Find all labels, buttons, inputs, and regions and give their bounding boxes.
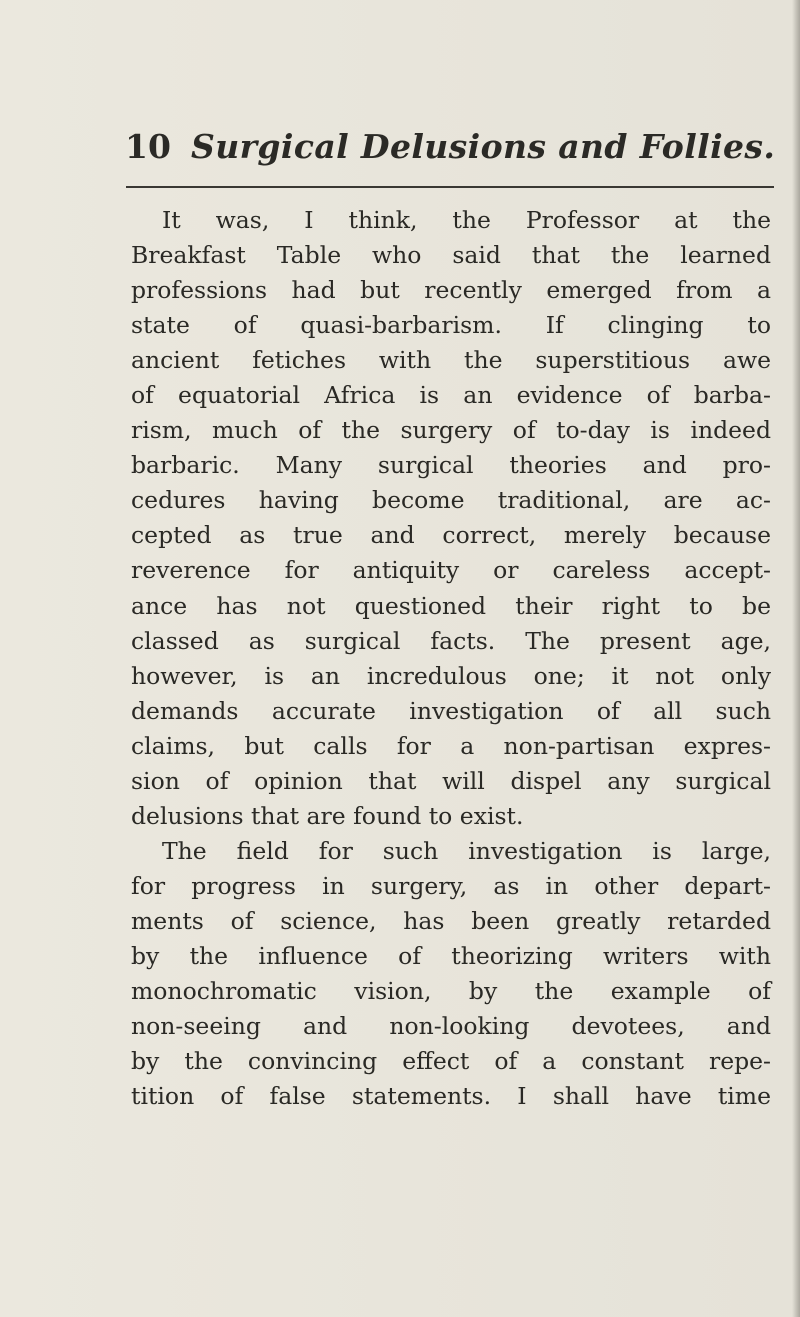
text-line: non-seeing and non-looking devotees, and <box>131 1012 771 1041</box>
text-line: cepted as true and correct, merely because <box>131 521 771 550</box>
header-rule <box>126 186 774 188</box>
text-line: monochromatic vision, by the example of <box>131 977 771 1006</box>
text-line: ance has not questioned their right to be <box>131 591 771 620</box>
text-line: by the convincing effect of a constant repe- <box>131 1047 771 1076</box>
text-line: professions had but recently emerged from a <box>131 276 771 305</box>
text-line: for progress in surgery, as in other depart- <box>131 871 771 900</box>
text-line: reverence for antiquity or careless accept- <box>131 556 771 585</box>
text-line: ancient fetiches with the superstitious awe <box>131 346 771 375</box>
text-line: delusions that are found to exist. <box>131 801 524 830</box>
text-line: state of quasi-barbarism. If clinging to <box>131 311 771 340</box>
text-line: tition of false statements. I shall have time <box>131 1082 771 1111</box>
text-line: sion of opinion that will dispel any surgical <box>131 766 771 795</box>
text-line: however, is an incredulous one; it not only <box>131 661 771 690</box>
body-text <box>131 203 771 1114</box>
text-line: cedures having become traditional, are ac- <box>131 486 771 515</box>
text-line: claims, but calls for a non-partisan expres- <box>131 731 771 760</box>
page-header <box>125 127 776 177</box>
page-edge-shadow <box>792 0 800 1317</box>
page-number: 10 <box>125 127 171 166</box>
text-line: classed as surgical facts. The present age, <box>131 626 771 655</box>
text-line: It was, I think, the Professor at the <box>162 206 771 234</box>
text-line: ments of science, has been greatly retarded <box>131 906 771 935</box>
text-line: by the influence of theorizing writers with <box>131 941 771 970</box>
text-line: demands accurate investigation of all such <box>131 696 771 725</box>
text-line: barbaric. Many surgical theories and pro- <box>131 451 771 480</box>
text-line: rism, much of the surgery of to-day is indeed <box>131 416 771 445</box>
text-line: of equatorial Africa is an evidence of barba- <box>131 381 771 410</box>
text-line: The field for such investigation is large, <box>162 836 771 865</box>
text-line: Breakfast Table who said that the learned <box>131 241 771 270</box>
running-title: Surgical Delusions and Follies. <box>191 127 776 166</box>
